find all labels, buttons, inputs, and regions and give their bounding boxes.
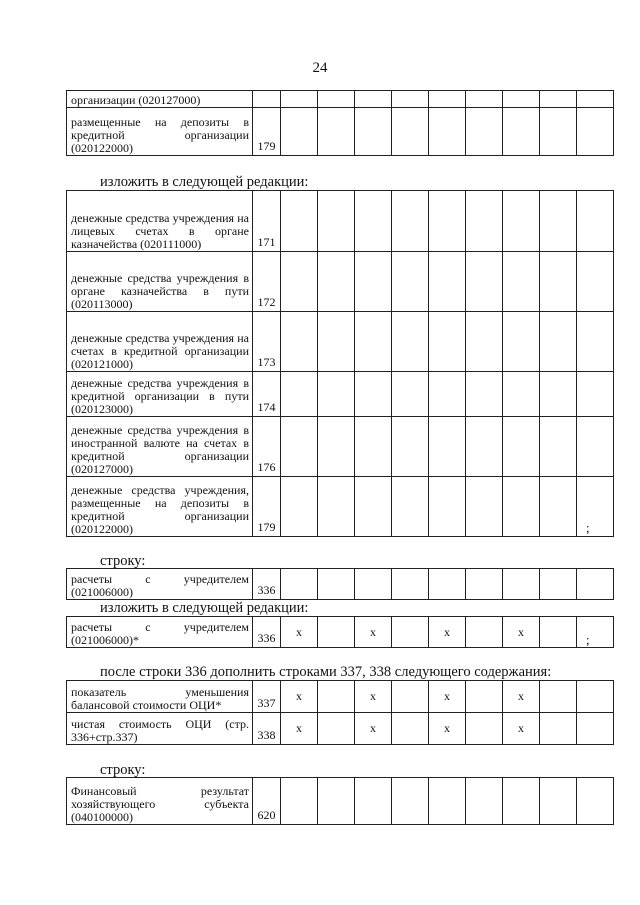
row-code: 338 [253,713,281,745]
value-cell [355,108,392,156]
value-cell [392,417,429,477]
value-cell [577,617,614,648]
row-code: 171 [253,191,281,252]
value-cell [577,252,614,312]
row-description: денежные средства учреждения в иностранной валюте на счетах в кредитной организации (020127000) [67,417,253,477]
table-new-edition-cash [66,190,614,537]
row-description: организации (020127000) [67,91,253,108]
value-cell [281,108,318,156]
row-code: 337 [253,681,281,713]
value-cell [318,191,355,252]
value-cell [318,312,355,372]
value-cell [466,372,503,417]
table-row [67,569,614,600]
value-cell [466,477,503,537]
value-cell [429,417,466,477]
value-cell [577,778,614,825]
value-cell: x [503,617,540,648]
value-cell [503,778,540,825]
value-cell: x [503,681,540,713]
value-cell [540,477,577,537]
value-cell [355,477,392,537]
value-cell [577,108,614,156]
value-cell [466,91,503,108]
table-row [67,417,614,477]
value-cell [466,681,503,713]
value-cell [577,191,614,252]
table-row [67,252,614,312]
value-cell [577,91,614,108]
value-cell [466,617,503,648]
value-cell [318,252,355,312]
value-cell [355,372,392,417]
value-cell [281,569,318,600]
value-cell [466,569,503,600]
row-code: 176 [253,417,281,477]
value-cell [429,569,466,600]
row-description: денежные средства учреждения в кредитной организации в пути (020123000) [67,372,253,417]
value-cell [503,108,540,156]
value-cell [577,713,614,745]
row-description: денежные средства учреждения, размещенные на депозиты в кредитной организации (020122000) [67,477,253,537]
value-cell [392,252,429,312]
value-cell [466,312,503,372]
row-code: 179 [253,108,281,156]
row-description: расчеты с учредителем (021006000)* [67,617,253,648]
value-cell [355,569,392,600]
row-description: денежные средства учреждения на лицевых счетах в органе казначейства (020111000) [67,191,253,252]
value-cell [577,312,614,372]
value-cell [540,312,577,372]
table-row [67,312,614,372]
row-description: размещенные на депозиты в кредитной организации (020122000) [67,108,253,156]
value-cell [355,417,392,477]
value-cell [318,713,355,745]
table-row [67,617,614,648]
row-code [253,91,281,108]
value-cell [392,312,429,372]
value-cell: x [429,617,466,648]
row-code: 336 [253,617,281,648]
value-cell [540,91,577,108]
value-cell [466,417,503,477]
value-cell [466,108,503,156]
value-cell [281,372,318,417]
value-cell [466,713,503,745]
table-row [67,477,614,537]
value-cell [355,91,392,108]
value-cell [577,372,614,417]
value-cell [392,569,429,600]
row-description: Финансовый результат хозяйствующего субъекта (040100000) [67,778,253,825]
row-code: 172 [253,252,281,312]
value-cell [466,778,503,825]
value-cell: x [281,713,318,745]
value-cell [392,713,429,745]
value-cell [355,252,392,312]
value-cell [540,713,577,745]
value-cell [392,778,429,825]
value-cell [355,191,392,252]
section-heading: после строки 336 дополнить строками 337, 338 следующего содержания: [100,664,552,680]
value-cell [503,372,540,417]
table-row [67,91,614,108]
table-added-rows [66,680,614,745]
value-cell [466,252,503,312]
value-cell [318,477,355,537]
value-cell [318,569,355,600]
value-cell [429,312,466,372]
value-cell [281,477,318,537]
value-cell [318,108,355,156]
value-cell [503,312,540,372]
value-cell: x [281,617,318,648]
table-row [67,681,614,713]
value-cell [392,108,429,156]
value-cell [503,477,540,537]
value-cell [318,372,355,417]
value-cell [318,617,355,648]
value-cell [318,91,355,108]
value-cell [577,417,614,477]
value-cell [540,372,577,417]
section-heading: изложить в следующей редакции: [100,600,309,616]
value-cell [540,569,577,600]
value-cell [540,108,577,156]
value-cell [540,417,577,477]
value-cell [392,477,429,537]
terminator-semicolon: ; [586,632,590,647]
row-code: 336 [253,569,281,600]
row-description: показатель уменьшения балансовой стоимости ОЦИ* [67,681,253,713]
value-cell [503,191,540,252]
value-cell [540,681,577,713]
value-cell [392,191,429,252]
row-description: денежные средства учреждения в органе казначейства в пути (020113000) [67,252,253,312]
table-founder-new [66,616,614,648]
value-cell [429,778,466,825]
value-cell [429,108,466,156]
value-cell [429,372,466,417]
value-cell [577,681,614,713]
section-heading: строку: [100,762,146,778]
value-cell [429,191,466,252]
value-cell [503,91,540,108]
value-cell [466,191,503,252]
row-code: 179 [253,477,281,537]
table-continuation [66,90,614,156]
value-cell [503,569,540,600]
value-cell [429,252,466,312]
value-cell [540,191,577,252]
row-code: 620 [253,778,281,825]
table-row [67,191,614,252]
value-cell [281,191,318,252]
page-number: 24 [312,60,328,76]
value-cell: x [355,713,392,745]
table-row [67,372,614,417]
value-cell [318,778,355,825]
value-cell [355,312,392,372]
row-code: 174 [253,372,281,417]
value-cell [429,91,466,108]
terminator-semicolon: ; [586,520,590,535]
value-cell [540,252,577,312]
value-cell [577,569,614,600]
table-row [67,713,614,745]
value-cell [392,372,429,417]
table-financial-result [66,777,614,825]
table-founder-old [66,568,614,600]
value-cell [355,778,392,825]
value-cell: x [355,681,392,713]
value-cell [429,477,466,537]
value-cell [318,417,355,477]
row-description: денежные средства учреждения на счетах в кредитной организации (020121000) [67,312,253,372]
row-description: чистая стоимость ОЦИ (стр. 336+стр.337) [67,713,253,745]
value-cell [281,252,318,312]
value-cell [281,417,318,477]
value-cell [577,477,614,537]
value-cell [281,91,318,108]
section-heading: изложить в следующей редакции: [100,174,309,190]
value-cell: x [503,713,540,745]
value-cell [540,617,577,648]
value-cell [281,778,318,825]
value-cell [392,91,429,108]
value-cell: x [281,681,318,713]
value-cell: x [429,681,466,713]
table-row [67,778,614,825]
row-code: 173 [253,312,281,372]
table-row [67,108,614,156]
value-cell [318,681,355,713]
value-cell: x [429,713,466,745]
value-cell: x [355,617,392,648]
value-cell [392,681,429,713]
value-cell [540,778,577,825]
value-cell [281,312,318,372]
section-heading: строку: [100,553,146,569]
value-cell [392,617,429,648]
value-cell [503,252,540,312]
row-description: расчеты с учредителем (021006000) [67,569,253,600]
value-cell [503,417,540,477]
